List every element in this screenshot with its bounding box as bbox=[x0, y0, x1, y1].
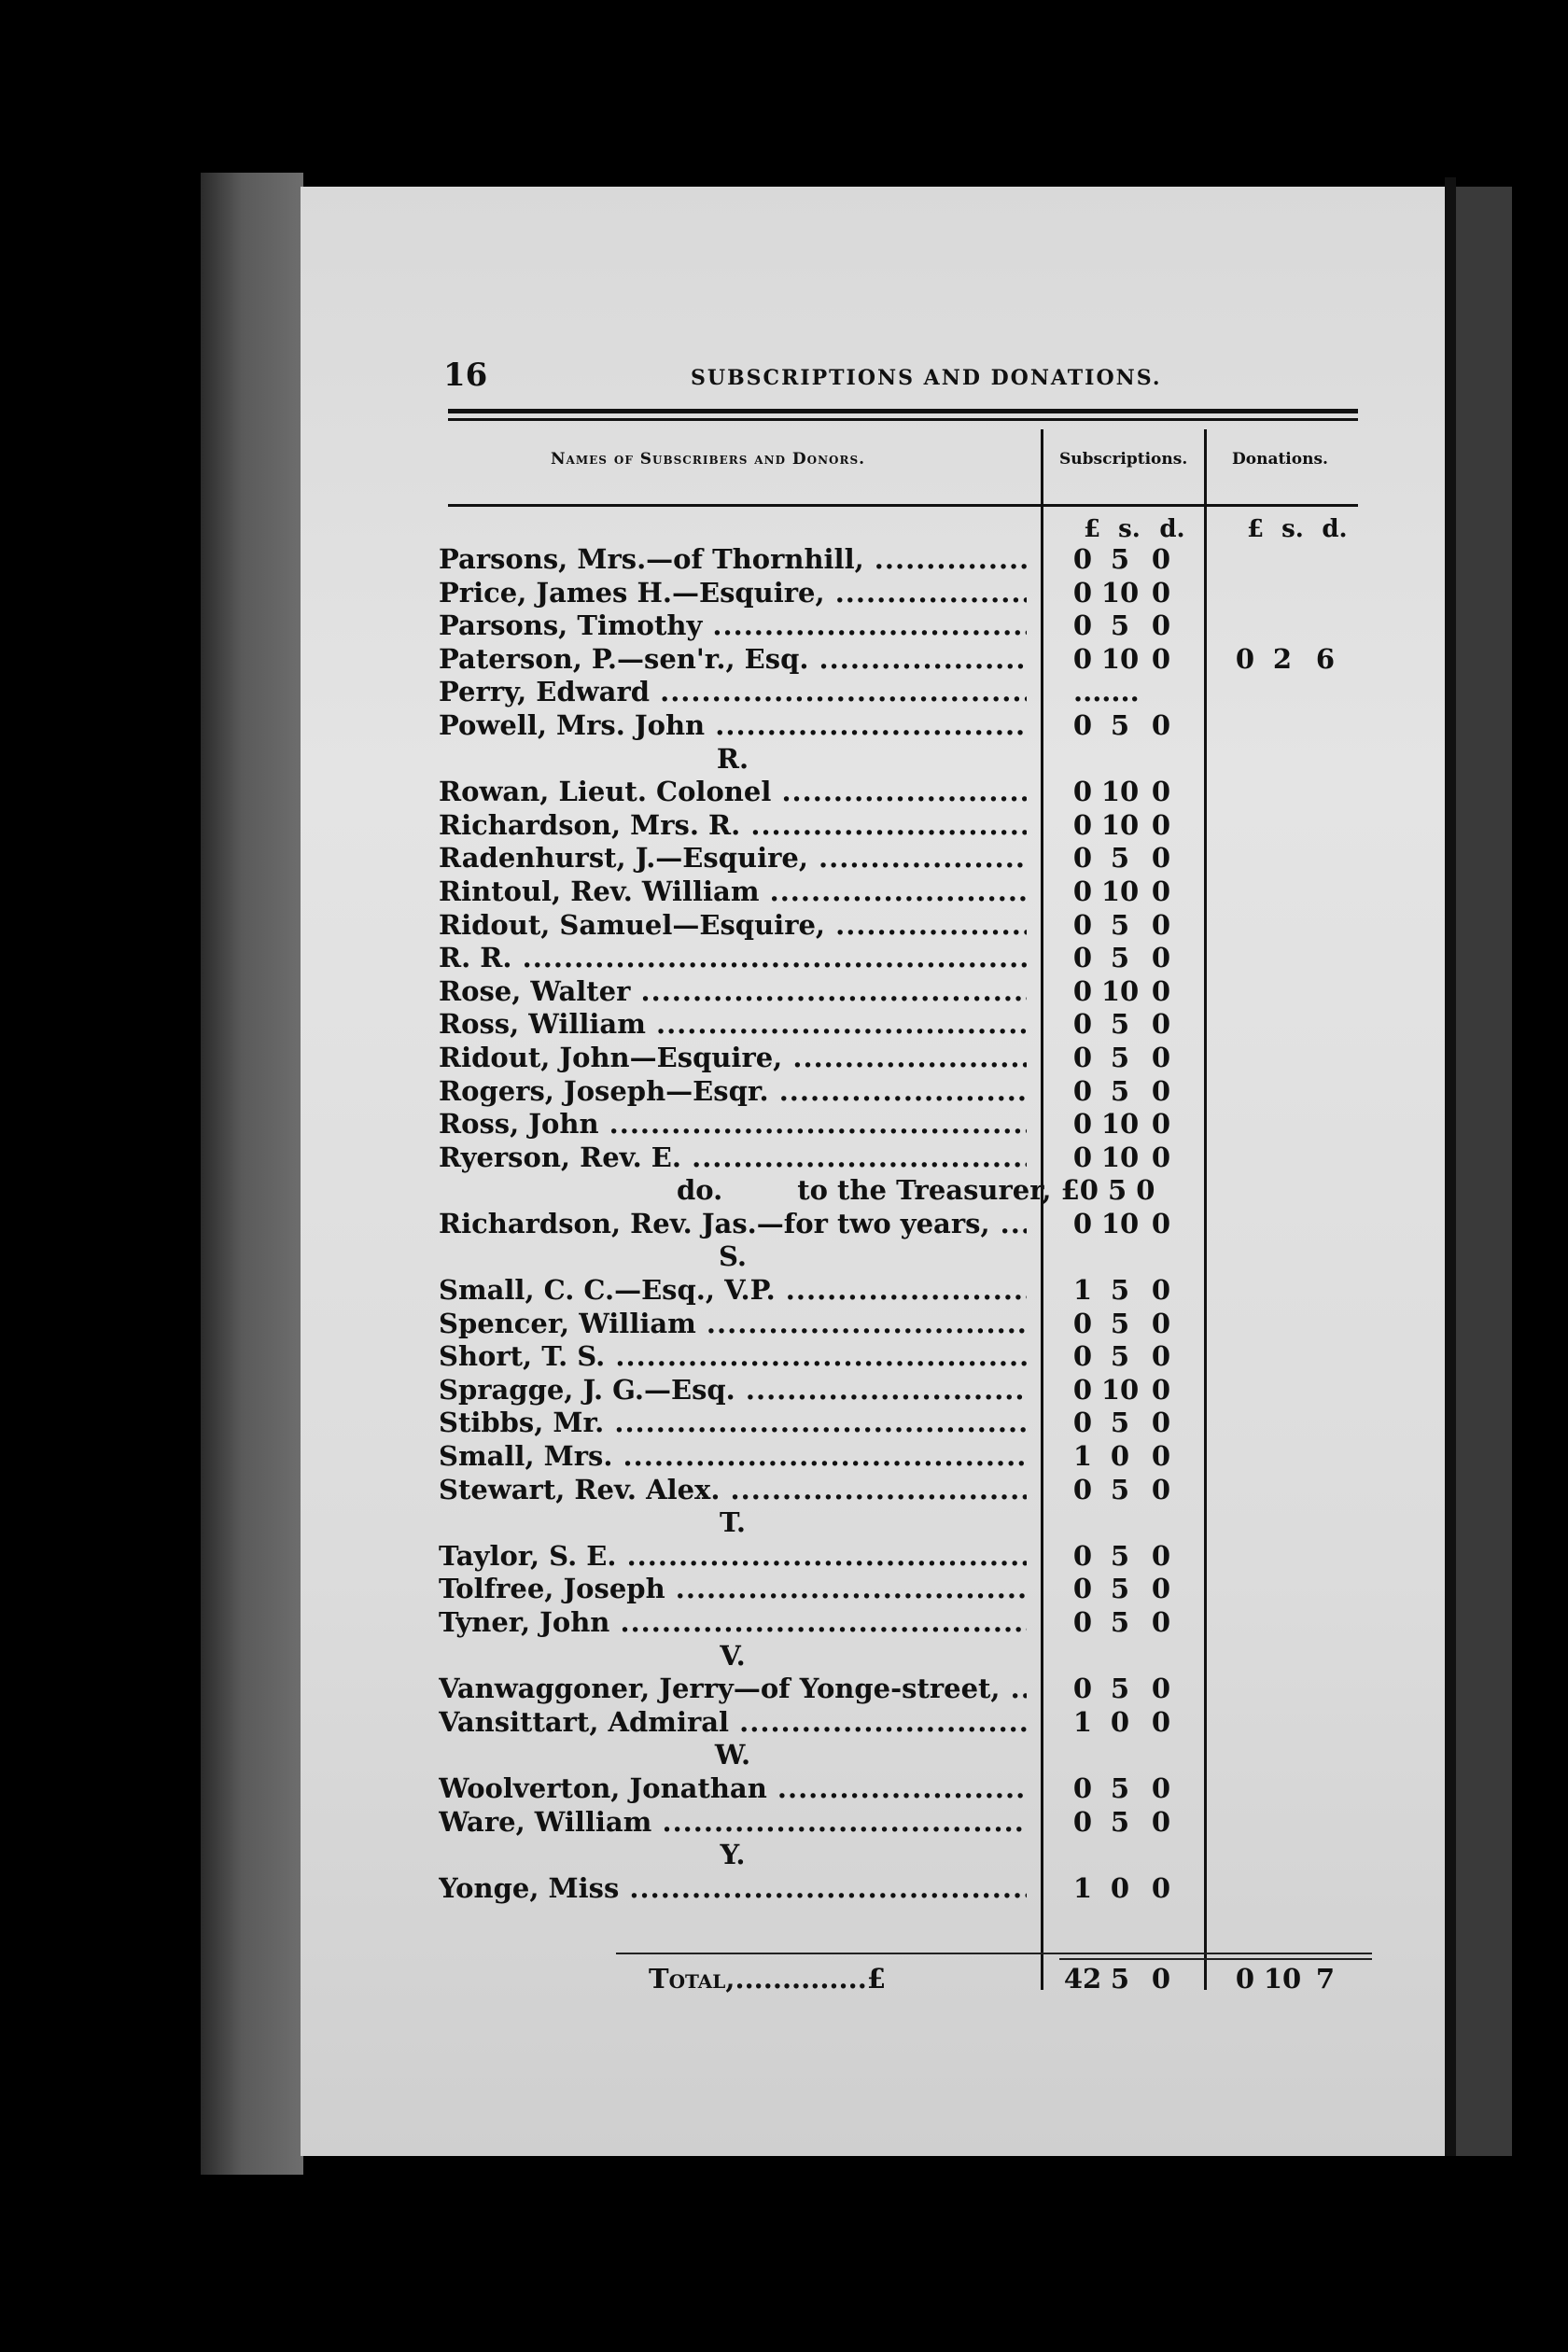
subscriber-name: Stewart, Rev. Alex. ..... bbox=[439, 1474, 1027, 1506]
subscriber-name: Spencer, William ..... bbox=[439, 1308, 1027, 1340]
list-item bbox=[439, 709, 1372, 743]
sub-pence: 0 bbox=[1151, 942, 1171, 974]
unit-pence: d. bbox=[1322, 515, 1348, 543]
section-letter-row bbox=[439, 1739, 1372, 1772]
subscriber-name: Perry, Edward ..... bbox=[439, 676, 1027, 708]
list-item bbox=[439, 609, 1372, 643]
sub-pence: 0 bbox=[1151, 1573, 1171, 1605]
sub-shillings: 5 bbox=[1110, 1539, 1130, 1572]
page-title: SUBSCRIPTIONS AND DONATIONS. bbox=[691, 366, 1162, 390]
sub-pounds: 1 bbox=[1072, 1274, 1093, 1307]
list-item bbox=[439, 1374, 1372, 1407]
sub-pence: 0 bbox=[1151, 974, 1171, 1007]
sub-pence: 0 bbox=[1151, 1871, 1171, 1904]
section-letter: V. bbox=[720, 1639, 746, 1672]
sub-shillings: 5 bbox=[1110, 1473, 1130, 1505]
subscriber-name: Small, C. C.—Esq., V.P. ..... bbox=[439, 1274, 1027, 1307]
sub-shillings: 5 bbox=[1110, 1407, 1130, 1439]
subscriber-name: Ridout, John—Esquire, ..... bbox=[439, 1042, 1027, 1074]
sub-shillings: 10 bbox=[1100, 1108, 1140, 1141]
column-header-names: Names of Subscribers and Donors. bbox=[551, 450, 866, 469]
subscriber-name: Yonge, Miss ..... bbox=[439, 1872, 1027, 1905]
sub-pounds: 0 bbox=[1072, 776, 1093, 808]
note-text: to the Treasurer, £0 5 0 bbox=[797, 1174, 1155, 1207]
sub-shillings: 5 bbox=[1110, 1074, 1130, 1107]
sub-pounds: 0 bbox=[1072, 908, 1093, 941]
subscriber-name: Richardson, Mrs. R. ..... bbox=[439, 809, 1027, 842]
list-item bbox=[439, 1772, 1372, 1806]
list-item bbox=[439, 577, 1372, 610]
list-item bbox=[439, 1474, 1372, 1507]
total-sub-shillings: 5 bbox=[1110, 1963, 1130, 1995]
sub-pounds: 0 bbox=[1072, 1373, 1093, 1406]
list-item bbox=[439, 875, 1372, 909]
list-item bbox=[439, 1141, 1372, 1175]
list-item bbox=[439, 1540, 1372, 1574]
sub-pence: 0 bbox=[1151, 1108, 1171, 1141]
unit-pounds: £ bbox=[1083, 515, 1101, 543]
column-header-subscriptions: Subscriptions. bbox=[1059, 450, 1188, 469]
subscriber-name: Ross, John ..... bbox=[439, 1108, 1027, 1141]
entry-note bbox=[677, 1174, 1155, 1207]
list-item bbox=[439, 676, 1372, 709]
list-item bbox=[439, 1075, 1372, 1109]
total-label: Total,..............£ bbox=[649, 1963, 886, 1995]
list-item bbox=[439, 1340, 1372, 1374]
header-rule-double bbox=[448, 418, 1358, 421]
list-item bbox=[439, 1208, 1372, 1241]
section-letter: R. bbox=[716, 742, 749, 775]
sub-shillings: 5 bbox=[1110, 1771, 1130, 1804]
sub-pence: 0 bbox=[1151, 1207, 1171, 1239]
subscriber-name: Taylor, S. E. ..... bbox=[439, 1540, 1027, 1573]
sub-shillings: 0 bbox=[1110, 1705, 1130, 1738]
list-item bbox=[439, 776, 1372, 809]
sub-pounds: 0 bbox=[1072, 942, 1093, 974]
sub-shillings: 10 bbox=[1100, 776, 1140, 808]
sub-shillings: 5 bbox=[1110, 708, 1130, 741]
section-letter-row bbox=[439, 1240, 1372, 1274]
sub-pounds: 0 bbox=[1072, 708, 1093, 741]
sub-pounds: 0 bbox=[1072, 1539, 1093, 1572]
sub-pence: 0 bbox=[1151, 875, 1171, 907]
sub-shillings: 5 bbox=[1110, 1573, 1130, 1605]
sub-pence: 0 bbox=[1151, 1440, 1171, 1473]
sub-pounds: 0 bbox=[1072, 642, 1093, 675]
list-item bbox=[439, 643, 1372, 677]
list-item bbox=[439, 1008, 1372, 1042]
list-item bbox=[439, 1806, 1372, 1840]
sub-shillings: 10 bbox=[1100, 875, 1140, 907]
sub-shillings: 0 bbox=[1110, 1871, 1130, 1904]
don-pence: 6 bbox=[1315, 642, 1336, 675]
list-item bbox=[439, 1274, 1372, 1308]
list-item bbox=[439, 809, 1372, 843]
subscriber-name: Ridout, Samuel—Esquire, ..... bbox=[439, 909, 1027, 942]
sub-pounds: 0 bbox=[1072, 808, 1093, 841]
sub-pounds: 0 bbox=[1072, 1041, 1093, 1073]
total-row bbox=[439, 1960, 1372, 1997]
unit-shillings: s. bbox=[1281, 515, 1304, 543]
section-letter-row bbox=[439, 743, 1372, 777]
sub-shillings: 5 bbox=[1110, 942, 1130, 974]
subscriber-name: Rogers, Joseph—Esqr. ..... bbox=[439, 1075, 1027, 1108]
sub-shillings: 5 bbox=[1110, 609, 1130, 642]
sub-pounds: 0 bbox=[1072, 609, 1093, 642]
sub-pence: 0 bbox=[1151, 1673, 1171, 1705]
list-item bbox=[439, 543, 1372, 577]
list-item bbox=[439, 1573, 1372, 1606]
sub-shillings: 5 bbox=[1110, 1307, 1130, 1339]
sub-pounds: 0 bbox=[1072, 1606, 1093, 1638]
unit-pounds: £ bbox=[1246, 515, 1265, 543]
sub-pounds: 0 bbox=[1072, 1108, 1093, 1141]
sub-pounds: 0 bbox=[1072, 1673, 1093, 1705]
sub-shillings: 5 bbox=[1110, 1606, 1130, 1638]
list-item bbox=[439, 842, 1372, 875]
subscriber-name: Tyner, John ..... bbox=[439, 1606, 1027, 1639]
sub-pence: 0 bbox=[1151, 1705, 1171, 1738]
sub-pence: 0 bbox=[1151, 776, 1171, 808]
header-rule bbox=[448, 409, 1358, 413]
don-shillings: 2 bbox=[1272, 642, 1293, 675]
subscriber-name: Rose, Walter ..... bbox=[439, 975, 1027, 1008]
sub-pence: 0 bbox=[1151, 1373, 1171, 1406]
sub-shillings: 5 bbox=[1110, 1673, 1130, 1705]
sub-shillings: 5 bbox=[1110, 1340, 1130, 1373]
page-right-border bbox=[1445, 177, 1456, 2156]
sub-pence: 0 bbox=[1151, 1606, 1171, 1638]
subscriber-name: Parsons, Mrs.—of Thornhill, ..... bbox=[439, 543, 1027, 576]
sub-pounds: 0 bbox=[1072, 1805, 1093, 1838]
section-letter: T. bbox=[720, 1506, 746, 1539]
subscriber-name: Powell, Mrs. John ..... bbox=[439, 709, 1027, 742]
section-letter-row bbox=[439, 1839, 1372, 1872]
sub-blank: ....... bbox=[1073, 676, 1140, 708]
sub-shillings: 5 bbox=[1110, 1805, 1130, 1838]
sub-pounds: 0 bbox=[1072, 974, 1093, 1007]
ditto-mark: do. bbox=[677, 1174, 723, 1207]
section-letter-row bbox=[439, 1640, 1372, 1673]
subscriber-name: Stibbs, Mr. ..... bbox=[439, 1407, 1027, 1439]
subscriber-name: Rintoul, Rev. William ..... bbox=[439, 875, 1027, 908]
sub-shillings: 5 bbox=[1110, 1008, 1130, 1041]
sub-shillings: 0 bbox=[1110, 1440, 1130, 1473]
list-item bbox=[439, 942, 1372, 975]
facing-page-edge bbox=[1456, 187, 1512, 2156]
total-sub-pence: 0 bbox=[1151, 1963, 1171, 1995]
sub-pence: 0 bbox=[1151, 1407, 1171, 1439]
sub-pence: 0 bbox=[1151, 1274, 1171, 1307]
sub-shillings: 5 bbox=[1110, 842, 1130, 875]
total-don-pounds: 0 bbox=[1235, 1963, 1255, 1995]
sub-shillings: 10 bbox=[1100, 974, 1140, 1007]
sub-pounds: 1 bbox=[1072, 1440, 1093, 1473]
sub-pounds: 0 bbox=[1072, 875, 1093, 907]
sub-pence: 0 bbox=[1151, 1307, 1171, 1339]
subscriber-name: Short, T. S. ..... bbox=[439, 1340, 1027, 1373]
subscriber-name: Rowan, Lieut. Colonel ..... bbox=[439, 776, 1027, 808]
sub-shillings: 10 bbox=[1100, 1207, 1140, 1239]
list-item bbox=[439, 1308, 1372, 1341]
page-number: 16 bbox=[443, 357, 488, 394]
subscriber-name: Price, James H.—Esquire, ..... bbox=[439, 577, 1027, 609]
unit-pence: d. bbox=[1159, 515, 1185, 543]
subscriber-name: Ryerson, Rev. E. ..... bbox=[439, 1141, 1027, 1174]
total-don-shillings: 10 bbox=[1263, 1963, 1302, 1995]
sub-shillings: 10 bbox=[1100, 1373, 1140, 1406]
list-item bbox=[439, 1440, 1372, 1474]
subscriber-name: Radenhurst, J.—Esquire, ..... bbox=[439, 842, 1027, 875]
subscriber-name: Spragge, J. G.—Esq. ..... bbox=[439, 1374, 1027, 1407]
sub-pence: 0 bbox=[1151, 1141, 1171, 1173]
total-don-pence: 7 bbox=[1315, 1963, 1336, 1995]
don-pounds: 0 bbox=[1235, 642, 1255, 675]
sub-pounds: 0 bbox=[1072, 842, 1093, 875]
sub-shillings: 5 bbox=[1110, 543, 1130, 575]
column-header-donations: Donations. bbox=[1232, 450, 1328, 469]
total-rule bbox=[616, 1953, 1372, 1954]
sub-pounds: 0 bbox=[1072, 1008, 1093, 1041]
list-item bbox=[439, 1673, 1372, 1706]
subscriber-list bbox=[439, 543, 1372, 1905]
sub-pence: 0 bbox=[1151, 1074, 1171, 1107]
sub-shillings: 5 bbox=[1110, 1274, 1130, 1307]
sub-pounds: 0 bbox=[1072, 1074, 1093, 1107]
section-letter: Y. bbox=[720, 1839, 746, 1871]
sub-pounds: 0 bbox=[1072, 1407, 1093, 1439]
section-letter: W. bbox=[714, 1739, 751, 1771]
list-item bbox=[439, 1108, 1372, 1141]
list-item bbox=[439, 1042, 1372, 1075]
column-header-rule bbox=[448, 504, 1358, 507]
sub-pounds: 0 bbox=[1072, 1573, 1093, 1605]
subscriber-name: Parsons, Timothy ..... bbox=[439, 609, 1027, 642]
book-cover-edge bbox=[201, 173, 303, 2175]
sub-shillings: 10 bbox=[1100, 808, 1140, 841]
list-item bbox=[439, 1706, 1372, 1740]
list-item bbox=[439, 909, 1372, 943]
sub-pounds: 0 bbox=[1072, 543, 1093, 575]
subscriber-name: Vansittart, Admiral ..... bbox=[439, 1706, 1027, 1739]
subscriber-name: Ware, William ..... bbox=[439, 1806, 1027, 1839]
sub-shillings: 5 bbox=[1110, 1041, 1130, 1073]
unit-shillings: s. bbox=[1118, 515, 1141, 543]
list-item bbox=[439, 1407, 1372, 1440]
sub-pence: 0 bbox=[1151, 1805, 1171, 1838]
list-item bbox=[439, 1606, 1372, 1640]
sub-pence: 0 bbox=[1151, 708, 1171, 741]
sub-pence: 0 bbox=[1151, 1041, 1171, 1073]
section-letter: S. bbox=[718, 1240, 747, 1273]
sub-pence: 0 bbox=[1151, 543, 1171, 575]
sub-pence: 0 bbox=[1151, 1771, 1171, 1804]
sub-pounds: 0 bbox=[1072, 1141, 1093, 1173]
subscriber-name: Vanwaggoner, Jerry—of Yonge-street, ..... bbox=[439, 1673, 1027, 1705]
sub-pounds: 0 bbox=[1072, 1771, 1093, 1804]
sub-pence: 0 bbox=[1151, 842, 1171, 875]
sub-pence: 0 bbox=[1151, 1539, 1171, 1572]
sub-pence: 0 bbox=[1151, 1008, 1171, 1041]
sub-pounds: 1 bbox=[1072, 1871, 1093, 1904]
subscriber-name: Woolverton, Jonathan ..... bbox=[439, 1772, 1027, 1805]
sub-pence: 0 bbox=[1151, 1473, 1171, 1505]
list-item bbox=[439, 1872, 1372, 1906]
sub-pounds: 0 bbox=[1072, 1207, 1093, 1239]
sub-pounds: 0 bbox=[1072, 1473, 1093, 1505]
page-header bbox=[443, 357, 1358, 403]
subscriber-name: Paterson, P.—sen'r., Esq. ..... bbox=[439, 643, 1027, 676]
total-sub-pounds: 42 bbox=[1063, 1963, 1102, 1995]
subscriber-name: Tolfree, Joseph ..... bbox=[439, 1573, 1027, 1605]
subscriber-name: Ross, William ..... bbox=[439, 1008, 1027, 1041]
sub-pounds: 1 bbox=[1072, 1705, 1093, 1738]
sub-shillings: 5 bbox=[1110, 908, 1130, 941]
sub-pence: 0 bbox=[1151, 642, 1171, 675]
list-item bbox=[439, 975, 1372, 1009]
sub-pence: 0 bbox=[1151, 576, 1171, 609]
subscriber-name: Small, Mrs. ..... bbox=[439, 1440, 1027, 1473]
sub-pounds: 0 bbox=[1072, 1307, 1093, 1339]
sub-shillings: 10 bbox=[1100, 1141, 1140, 1173]
sub-pounds: 0 bbox=[1072, 1340, 1093, 1373]
subscriber-name: R. R. ..... bbox=[439, 942, 1027, 974]
sub-shillings: 10 bbox=[1100, 576, 1140, 609]
sub-pence: 0 bbox=[1151, 808, 1171, 841]
sub-pence: 0 bbox=[1151, 1340, 1171, 1373]
sub-pounds: 0 bbox=[1072, 576, 1093, 609]
note-row bbox=[439, 1174, 1372, 1208]
sub-pence: 0 bbox=[1151, 609, 1171, 642]
sub-pence: 0 bbox=[1151, 908, 1171, 941]
subscriber-name: Richardson, Rev. Jas.—for two years, ..... bbox=[439, 1208, 1027, 1240]
sub-shillings: 10 bbox=[1100, 642, 1140, 675]
section-letter-row bbox=[439, 1506, 1372, 1540]
